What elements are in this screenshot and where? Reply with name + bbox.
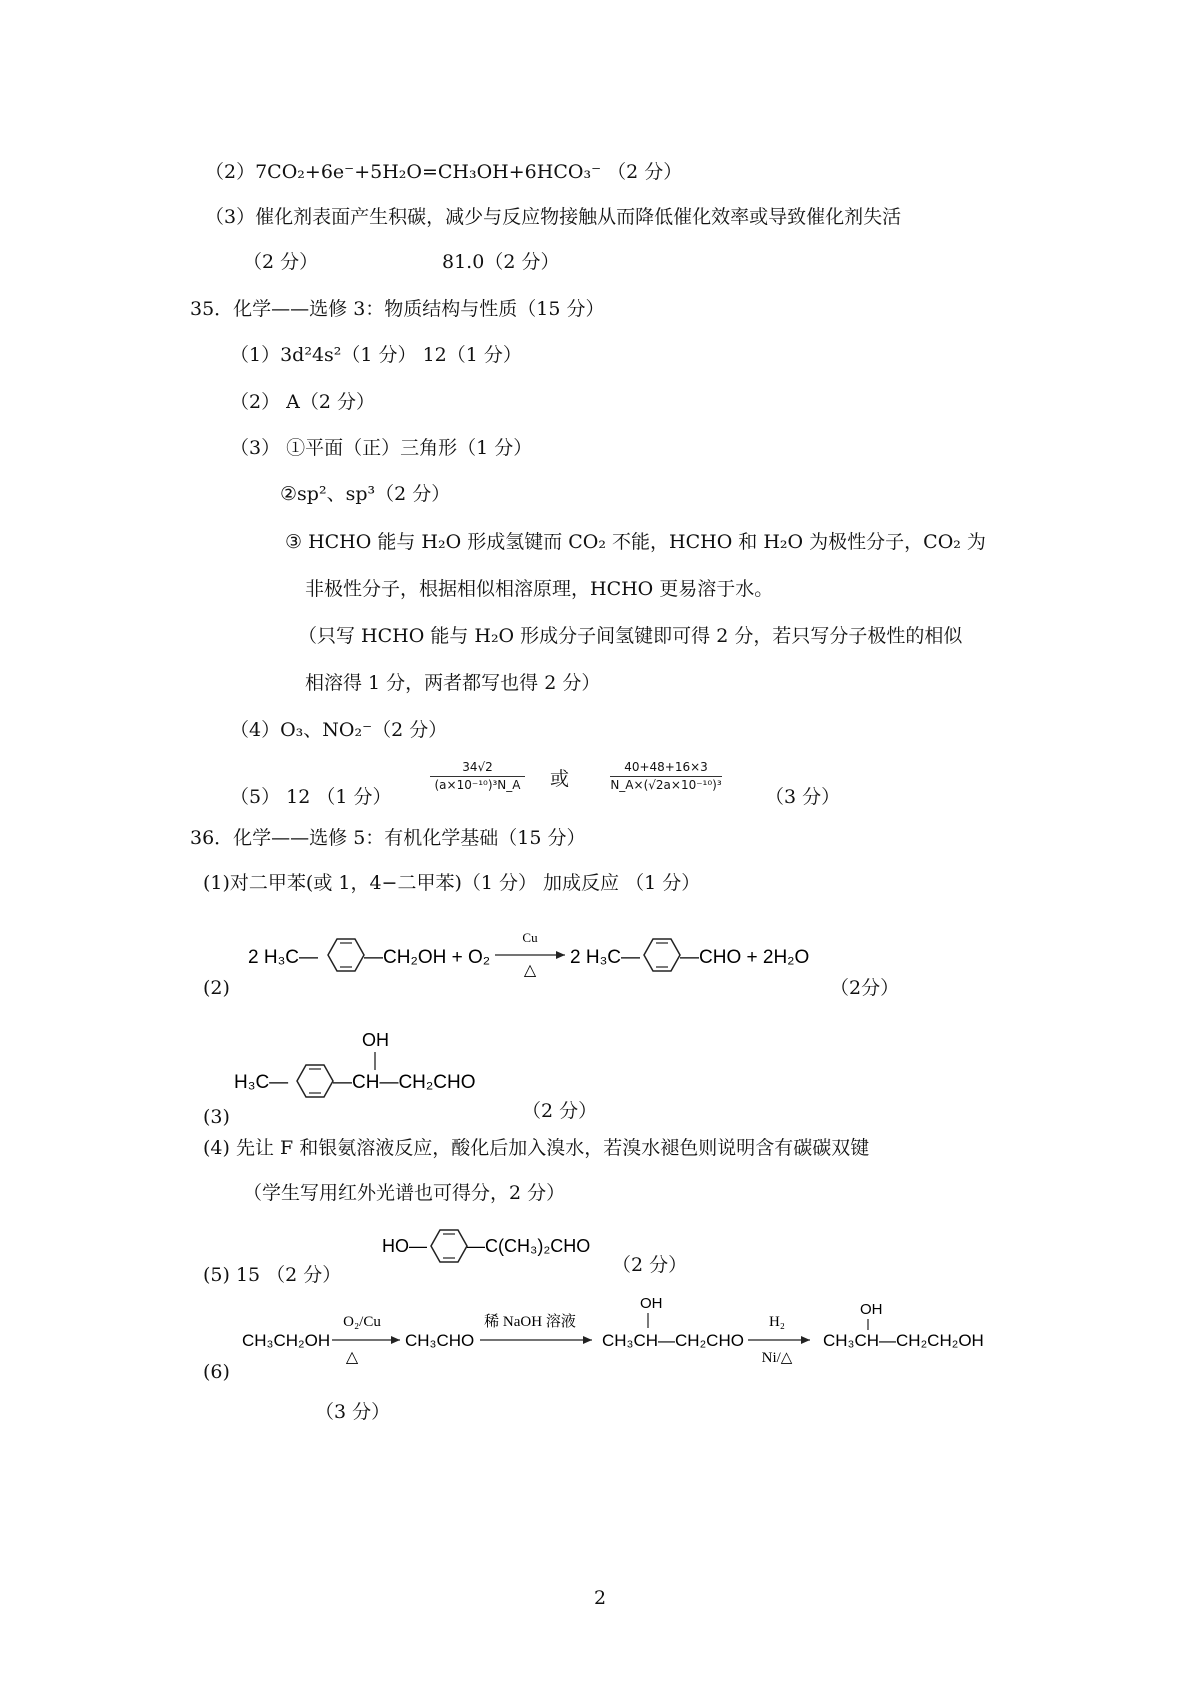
condition-1-top: O₂/Cu [343,1314,381,1330]
q36-part2-label: (2) [203,977,230,999]
q36-part6-label: (6) [203,1361,230,1383]
condition-3-top: H₂ [768,1314,786,1330]
condition-3-bottom: Ni/△ [761,1350,793,1366]
q35-part4: （4）O₃、NO₂⁻（2 分） [230,719,448,741]
q35-part3-a: （3） ①平面（正）三角形（1 分） [230,437,533,459]
prev-p3-line: （3）催化剂表面产生积碳，减少与反应物接触从而降低催化效率或导致催化剂失活 [205,206,902,228]
q35-formula-1 [430,760,525,793]
arrow-head-icon [391,1336,400,1344]
q35-or: 或 [550,768,570,790]
q35-part5-score: （3 分） [765,786,841,808]
q36-part4-line2: （学生写用红外光谱也可得分，2 分） [243,1182,566,1204]
hydroxyl-1-label: OH [640,1295,663,1312]
q36-part3-score: （2 分） [522,1100,598,1122]
q35-part3-note1: （只写 HCHO 能与 H₂O 形成分子间氢键即可得 2 分，若只写分子极性的相似 [298,625,963,647]
aldehyde-chain-label: —C(CH₃)₂CHO [467,1236,591,1256]
reactant-methyl: 2 H₃C— [248,947,319,968]
q36-part1: (1)对二甲苯(或 1，4−二甲苯)（1 分） 加成反应 （1 分） [203,872,701,894]
methyl-label: H₃C— [234,1072,289,1093]
page-number: 2 [593,1587,607,1609]
prev-p3-score1: （2 分） [243,251,319,273]
q36-part6-route [240,1290,1000,1380]
diol-product-label: CH₃CH—CH₂CH₂OH [823,1331,984,1350]
q35-part2: （2） A（2 分） [230,391,375,413]
benzene-ring-icon [644,939,680,971]
q35-part3-note2: 相溶得 1 分，两者都写也得 2 分） [305,672,601,694]
q36-part4-line1: (4) 先让 F 和银氨溶液反应，酸化后加入溴水，若溴水褪色则说明含有碳碳双键 [203,1137,870,1159]
q36-part5-label: (5) 15 （2 分） [203,1264,342,1286]
q36-part5-score2: （2 分） [612,1254,688,1276]
q35-part3-c2: 非极性分子，根据相似相溶原理，HCHO 更易溶于水。 [305,578,774,600]
prev-p2-label: （2） [205,161,256,183]
q35-heading: 35．化学——选修 3：物质结构与性质（15 分） [190,298,605,320]
prev-p3-score2: （2 分） [484,251,560,273]
q36-part6-score: （3 分） [315,1401,391,1423]
q35-part5-label: （5） 12 （1 分） [230,786,392,808]
condition-heat: △ [523,962,537,979]
formula-2-numerator: 40+48+16×3 [624,760,708,774]
q35-part3-c1: ③ HCHO 能与 H₂O 形成氢键而 CO₂ 不能，HCHO 和 H₂O 为极性分子，CO₂ 为 [285,531,986,553]
arrow-head-icon [583,1336,592,1344]
arrow-head-icon [801,1336,810,1344]
prev-p2-equation: 7CO₂+6e⁻+5H₂O=CH₃OH+6HCO₃⁻ [255,161,602,183]
product-group: —CHO + 2H₂O [680,947,810,968]
benzene-ring-icon [328,939,364,971]
fraction-bar [610,776,722,777]
q36-part5-structure [380,1222,620,1272]
q36-part2-reaction [240,918,810,988]
condition-2-top: 稀 NaOH 溶液 [484,1314,576,1330]
condition-catalyst: Cu [522,930,538,945]
formula-1-denominator: (a×10⁻¹⁰)³N_A [434,778,521,792]
q36-heading: 36．化学——选修 5：有机化学基础（15 分） [190,827,586,849]
fraction-bar [430,776,525,777]
prev-p2-line [205,160,682,184]
formula-2-denominator: N_A×(√2a×10⁻¹⁰)³ [610,778,722,792]
product-methyl: 2 H₃C— [570,947,641,968]
hydroxy-label: HO— [382,1236,427,1256]
prev-p2-score: （2 分） [607,161,683,183]
q36-part3-structure [232,1028,532,1118]
q36-part3-label: (3) [203,1106,230,1128]
benzene-ring-icon [297,1065,333,1097]
benzene-ring-icon [431,1230,467,1262]
prev-p3-value: 81.0 [442,251,485,273]
formula-1-numerator: 34√2 [462,760,493,774]
hydroxyl-2-label: OH [860,1301,883,1318]
reactant-group: —CH₂OH + O₂ [364,947,491,968]
ethanol-label: CH₃CH₂OH [242,1331,331,1350]
prev-p3-value-line [442,250,559,274]
q35-part1: （1）3d²4s²（1 分） 12（1 分） [230,344,522,366]
q35-formula-2 [610,760,722,793]
chain-label: —CH—CH₂CHO [333,1072,476,1093]
aldol-product-label: CH₃CH—CH₂CHO [602,1331,744,1350]
condition-1-bottom: △ [345,1349,359,1366]
acetaldehyde-label: CH₃CHO [405,1331,475,1350]
q35-part3-b: ②sp²、sp³（2 分） [280,483,451,505]
arrow-head-icon [556,951,565,959]
hydroxyl-label: OH [362,1030,389,1050]
q36-part2-score: （2分） [830,977,900,999]
